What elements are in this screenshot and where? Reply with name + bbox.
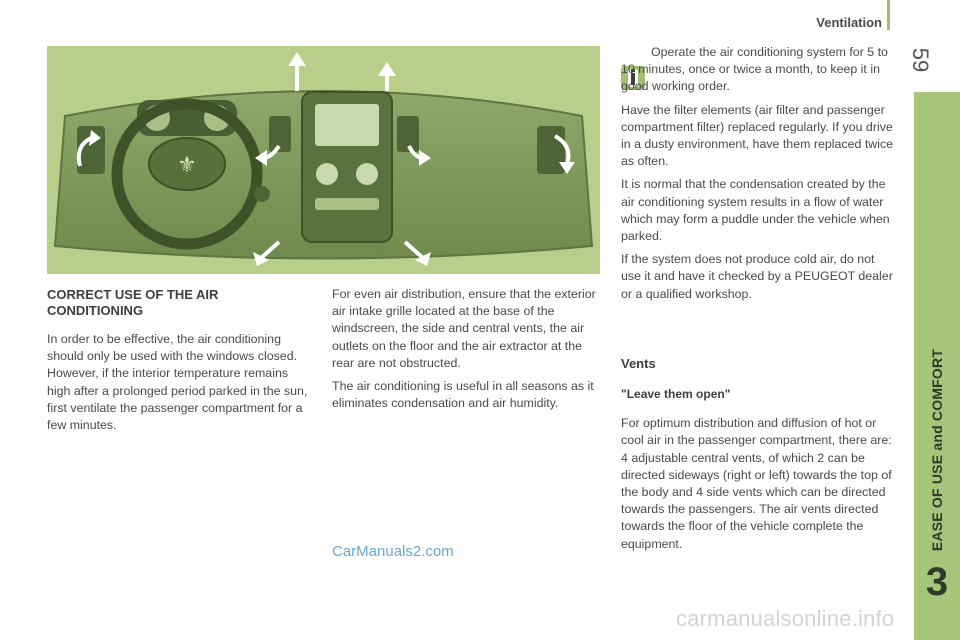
info-paragraph: Operate the air conditioning system for 5 to 10 minutes, once or twice a month, to keep it in good working order. <box>621 45 888 94</box>
dashboard-illustration <box>47 46 600 274</box>
peugeot-badge-icon: ⚜ <box>177 153 197 178</box>
chapter-label: EASE OF USE and COMFORT <box>929 348 945 552</box>
control-buttons-row <box>315 198 379 210</box>
watermark-carmanualsonline: carmanualsonline.info <box>676 606 895 631</box>
fan-knob <box>356 163 378 185</box>
chapter-number: 3 <box>925 560 949 604</box>
condensation-paragraph: It is normal that the condensation created by the air conditioning system results in a flow of water which may form a puddle under the vehicle when parked. <box>621 177 890 244</box>
section-title: Ventilation <box>816 15 882 30</box>
vent-far-right <box>537 126 565 174</box>
header-divider <box>887 0 890 30</box>
column-distribution <box>332 286 604 418</box>
correct-use-heading: CORRECT USE OF THE AIR CONDITIONING <box>47 287 219 318</box>
column-maintenance <box>621 44 895 559</box>
vents-subheading: "Leave them open" <box>621 387 731 402</box>
watermark-carmanuals2: CarManuals2.com <box>332 543 454 560</box>
distribution-paragraph: For even air distribution, ensure that the exterior air intake grille located at the base of the windscreen, the side and central vents, the air outlets on the floor and the air extractor at the rear are not obstructed. <box>332 287 596 370</box>
seasons-paragraph: The air conditioning is useful in all seasons as it eliminates condensation and air humidity. <box>332 379 594 411</box>
page-number: 59 <box>908 47 933 73</box>
vents-paragraph: For optimum distribution and diffusion of hot or cool air in the passenger compartment, there are: 4 adjustable central vents, of which 2 can be directed sideways (right or left) towards the top of the body and 4 side vents which can be directed towards the passengers. The air vents directed towards the floor of the vehicle complete the equipment. <box>621 416 892 551</box>
vent-center-left <box>269 116 291 152</box>
correct-use-paragraph: In order to be effective, the air conditioning should only be used with the windows closed. However, if the interior temperature remains high after a prolonged period parked in the sun, first ventilate the passenger compartment for a few minutes. <box>47 332 308 433</box>
filter-paragraph: Have the filter elements (air filter and passenger compartment filter) replaced regularly. If you drive in a dusty environment, have them replaced twice as often. <box>621 102 894 169</box>
radio-display <box>315 104 379 146</box>
column-correct-use <box>47 287 309 440</box>
vents-heading: Vents <box>621 355 656 371</box>
temperature-knob <box>316 163 338 185</box>
round-vent <box>254 186 270 202</box>
dashboard-svg <box>47 46 600 274</box>
no-cold-air-paragraph: If the system does not produce cold air, do not use it and have it checked by a PEUGEOT dealer or a qualified workshop. <box>621 252 893 301</box>
